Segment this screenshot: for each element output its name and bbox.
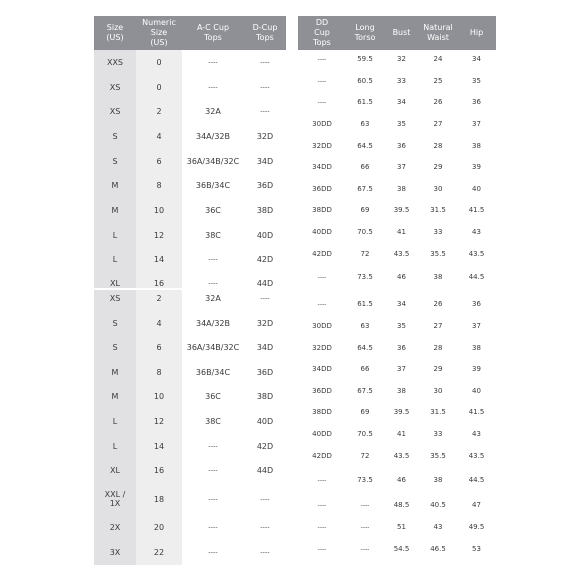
left-table-cell: 20 xyxy=(153,522,165,532)
right-table-cell: 42DD xyxy=(312,451,332,460)
left-table-cell: 34A/32B xyxy=(195,131,230,141)
left-table-cell: XS xyxy=(109,106,121,116)
right-header-cell: Natural Waist xyxy=(418,16,458,50)
right-table-cell: 35 xyxy=(397,321,406,330)
right-table-cell: 38 xyxy=(472,141,481,150)
left-table-cell: XS xyxy=(109,293,121,303)
right-table-cell: 30DD xyxy=(312,119,332,128)
left-table-cell: S xyxy=(112,342,118,352)
right-table-cell: 46.5 xyxy=(430,544,446,553)
right-table-cell: 36 xyxy=(472,97,481,106)
right-table-cell: ---- xyxy=(317,273,327,281)
right-table-cell: 28 xyxy=(433,343,443,352)
left-table-cell: 38D xyxy=(256,391,274,401)
right-table-cell: 33 xyxy=(397,76,406,85)
left-table-cell: 42D xyxy=(256,441,274,451)
right-table-cell: 43 xyxy=(472,227,481,236)
right-table-cell: ---- xyxy=(317,523,327,531)
right-table-cell: 31.5 xyxy=(430,407,446,416)
right-table-cell: 46 xyxy=(397,475,406,484)
right-table-cell: 39.5 xyxy=(393,407,410,416)
right-table-cell: 44.5 xyxy=(468,475,485,484)
right-table-cell: 41.5 xyxy=(468,407,485,416)
right-table-cell: 37 xyxy=(472,119,481,128)
left-table-cell: 0 xyxy=(156,82,162,92)
left-header-cell: Numeric Size (US) xyxy=(136,16,182,50)
left-table-cell: ---- xyxy=(208,522,218,531)
right-table-cell: 30 xyxy=(433,386,443,395)
right-table-cell: 69 xyxy=(360,407,370,416)
right-table-cell: 31.5 xyxy=(430,205,446,214)
left-table-cell: ---- xyxy=(208,465,218,474)
right-table-cell: 40 xyxy=(472,184,481,193)
left-table-cell: S xyxy=(112,131,118,141)
left-table-cell: 38C xyxy=(205,230,221,240)
right-table-cell: 39 xyxy=(472,162,481,171)
left-header-cell: Size (US) xyxy=(94,16,136,50)
left-table-cell: 10 xyxy=(153,205,165,215)
left-table-cell: 4 xyxy=(156,318,162,328)
left-table-cell: ---- xyxy=(260,293,270,302)
left-table-cell: 12 xyxy=(153,230,165,240)
right-table-cell: 46 xyxy=(397,272,406,281)
right-table-cell: 69 xyxy=(360,205,370,214)
left-table-cell: M xyxy=(111,180,119,190)
right-table-cell: 43.5 xyxy=(393,249,410,258)
right-header-cell: Hip xyxy=(457,16,496,50)
right-table-cell: 32DD xyxy=(312,343,332,352)
right-table-cell: 35 xyxy=(472,76,481,85)
right-table-cell: 36 xyxy=(397,343,406,352)
left-table-cell: ---- xyxy=(260,522,270,531)
right-table-cell: 26 xyxy=(433,299,443,308)
left-table-cell: 3X xyxy=(109,547,121,557)
right-table-cell: 36DD xyxy=(312,184,332,193)
left-table-cell: 34D xyxy=(256,156,274,166)
left-table-cell: 14 xyxy=(153,441,165,451)
right-table-cell: 30DD xyxy=(312,321,332,330)
right-table-cell: 25 xyxy=(433,76,443,85)
right-table-cell: 67.5 xyxy=(357,386,373,395)
left-table-cell: XL xyxy=(110,278,120,288)
right-table-cell: 40DD xyxy=(312,429,332,438)
left-table-cell: 6 xyxy=(156,342,162,352)
right-table-cell: 61.5 xyxy=(357,299,373,308)
left-table-cell: ---- xyxy=(260,106,270,115)
left-table-cell: 44D xyxy=(256,465,274,475)
left-table-cell: ---- xyxy=(208,547,218,556)
right-table-cell: 47 xyxy=(472,500,481,509)
left-table-cell: XXL / 1X xyxy=(104,490,126,508)
right-table-cell: 37 xyxy=(397,364,406,373)
right-table-cell: 39.5 xyxy=(393,205,410,214)
right-table-cell: 41 xyxy=(397,227,406,236)
left-table-cell: 16 xyxy=(153,278,165,288)
right-table-cell: 28 xyxy=(433,141,443,150)
right-table-cell: 66 xyxy=(360,162,370,171)
left-table-cell: XL xyxy=(110,465,120,475)
left-table-cell: ---- xyxy=(260,547,270,556)
left-table-cell: 34A/32B xyxy=(195,318,230,328)
right-table-cell: 34 xyxy=(397,97,406,106)
left-table-cell: 0 xyxy=(156,57,162,67)
right-table-cell: ---- xyxy=(360,545,370,553)
right-table-cell: 61.5 xyxy=(357,97,373,106)
right-table-cell: 64.5 xyxy=(357,343,373,352)
right-table-cell: 40 xyxy=(472,386,481,395)
right-table-cell: 32DD xyxy=(312,141,332,150)
left-table-cell: S xyxy=(112,156,118,166)
right-table-cell: 43 xyxy=(472,429,481,438)
left-table-cell: 34D xyxy=(256,342,274,352)
right-table-cell: 51 xyxy=(397,522,406,531)
right-table-cell: 70.5 xyxy=(357,227,373,236)
right-table-cell: 43.5 xyxy=(468,249,485,258)
right-table-cell: 27 xyxy=(433,321,443,330)
left-table-cell: 36C xyxy=(205,391,221,401)
right-table-cell: 35 xyxy=(397,119,406,128)
left-table-cell: L xyxy=(112,230,118,240)
left-table-cell: 8 xyxy=(156,180,162,190)
left-table-cell: 32A xyxy=(205,293,221,303)
left-table-cell: M xyxy=(111,391,119,401)
right-table-cell: 54.5 xyxy=(393,544,410,553)
left-header-cell: D-Cup Tops xyxy=(244,16,286,50)
right-table-cell: 37 xyxy=(397,162,406,171)
right-table-cell: 53 xyxy=(472,544,481,553)
right-table-cell: 60.5 xyxy=(357,76,373,85)
left-table-cell: ---- xyxy=(208,278,218,287)
right-table-cell: 33 xyxy=(433,429,443,438)
right-table-cell: 59.5 xyxy=(357,54,373,63)
left-table-cell: 32D xyxy=(256,318,274,328)
right-table-cell: ---- xyxy=(317,476,327,484)
left-table-cell: 16 xyxy=(153,465,165,475)
right-table-cell: 63 xyxy=(360,119,370,128)
left-table-cell: 14 xyxy=(153,254,165,264)
right-table-cell: 40.5 xyxy=(430,500,446,509)
right-table-cell: 43 xyxy=(433,522,443,531)
left-table-cell: ---- xyxy=(208,254,218,263)
left-table-cell: 40D xyxy=(256,230,274,240)
left-table-cell: L xyxy=(112,254,118,264)
right-header-cell: Bust xyxy=(385,16,418,50)
right-table-cell: 38 xyxy=(433,475,443,484)
left-table-cell: ---- xyxy=(260,82,270,91)
right-table-cell: 64.5 xyxy=(357,141,373,150)
right-header-cell: Long Torso xyxy=(345,16,385,50)
right-table-cell: 38 xyxy=(397,184,406,193)
left-table-cell: 36A/34B/32C xyxy=(186,156,240,166)
right-table-cell: 38 xyxy=(433,272,443,281)
left-table-cell: 2X xyxy=(109,522,121,532)
left-table-cell: 10 xyxy=(153,391,165,401)
right-table-cell: 34DD xyxy=(312,162,332,171)
right-table-cell: 35.5 xyxy=(430,451,446,460)
left-table-cell: 12 xyxy=(153,416,165,426)
right-table-cell: 34 xyxy=(472,54,481,63)
right-table-cell: 41.5 xyxy=(468,205,485,214)
left-table-cell: ---- xyxy=(260,57,270,66)
right-table-cell: 38 xyxy=(472,343,481,352)
right-table-cell: 67.5 xyxy=(357,184,373,193)
left-table-cell: L xyxy=(112,416,118,426)
left-table-cell: XXS xyxy=(106,57,124,67)
right-table-cell: 34DD xyxy=(312,364,332,373)
right-table-cell: 72 xyxy=(360,249,370,258)
left-table-cell: 36C xyxy=(205,205,221,215)
right-table-cell: 38 xyxy=(397,386,406,395)
right-table-cell: ---- xyxy=(360,523,370,531)
right-table-cell: ---- xyxy=(360,501,370,509)
right-header-cell: DD Cup Tops xyxy=(298,16,346,50)
left-table-cell: ---- xyxy=(208,82,218,91)
right-table-cell: 39 xyxy=(472,364,481,373)
left-table-cell: 2 xyxy=(156,293,162,303)
right-table-cell: 37 xyxy=(472,321,481,330)
left-table-cell: XS xyxy=(109,82,121,92)
left-table-cell: S xyxy=(112,318,118,328)
right-table-cell: 29 xyxy=(433,364,443,373)
left-header-cell: A-C Cup Tops xyxy=(182,16,244,50)
left-table-cell: 32D xyxy=(256,131,274,141)
right-table-cell: ---- xyxy=(317,545,327,553)
left-table-cell: ---- xyxy=(208,441,218,450)
right-table-cell: 27 xyxy=(433,119,443,128)
left-table-cell: 36B/34C xyxy=(195,367,231,377)
left-table-cell: 2 xyxy=(156,106,162,116)
left-table-cell: L xyxy=(112,441,118,451)
right-table-cell: ---- xyxy=(317,77,327,85)
left-table-cell: 32A xyxy=(205,106,221,116)
right-table-cell: 66 xyxy=(360,364,370,373)
right-table-cell: ---- xyxy=(317,98,327,106)
left-table-cell: 22 xyxy=(153,547,165,557)
right-table-cell: 41 xyxy=(397,429,406,438)
right-table-cell: 63 xyxy=(360,321,370,330)
right-table-cell: 40DD xyxy=(312,227,332,236)
right-table-cell: ---- xyxy=(317,300,327,308)
left-table-cell: 42D xyxy=(256,254,274,264)
left-table-cell: 4 xyxy=(156,131,162,141)
right-table-cell: 73.5 xyxy=(357,272,373,281)
right-table-cell: 32 xyxy=(397,54,406,63)
left-table-cell: 36D xyxy=(256,180,274,190)
right-table-cell: 29 xyxy=(433,162,443,171)
left-table-cell: ---- xyxy=(208,494,218,503)
right-table-cell: 30 xyxy=(433,184,443,193)
right-table-cell: 35.5 xyxy=(430,249,446,258)
right-table-cell: 36 xyxy=(472,299,481,308)
right-table-cell: 38DD xyxy=(312,407,332,416)
right-table-cell: 43.5 xyxy=(468,451,485,460)
right-table-cell: 36 xyxy=(397,141,406,150)
left-table-cell: 44D xyxy=(256,278,274,288)
right-table-cell: 26 xyxy=(433,97,443,106)
left-table-cell: ---- xyxy=(260,494,270,503)
right-table-cell: 44.5 xyxy=(468,272,485,281)
right-table-cell: ---- xyxy=(317,501,327,509)
right-table-cell: 73.5 xyxy=(357,475,373,484)
left-table-cell: 36A/34B/32C xyxy=(186,342,240,352)
right-table-cell: 36DD xyxy=(312,386,332,395)
left-table-cell: 36B/34C xyxy=(195,180,231,190)
right-table-cell: 48.5 xyxy=(393,500,410,509)
left-table-cell: 38D xyxy=(256,205,274,215)
right-table-cell: 42DD xyxy=(312,249,332,258)
right-table-cell: 34 xyxy=(397,299,406,308)
right-table-cell: 72 xyxy=(360,451,370,460)
left-table-cell: 6 xyxy=(156,156,162,166)
right-table-cell: 33 xyxy=(433,227,443,236)
left-table-cell: 8 xyxy=(156,367,162,377)
table-split-gap xyxy=(94,288,286,290)
left-table-cell: 40D xyxy=(256,416,274,426)
right-table-cell: ---- xyxy=(317,55,327,63)
right-table-cell: 49.5 xyxy=(468,522,485,531)
left-table-cell: 38C xyxy=(205,416,221,426)
right-table-cell: 43.5 xyxy=(393,451,410,460)
right-table-cell: 24 xyxy=(433,54,443,63)
left-table-cell: 36D xyxy=(256,367,274,377)
left-table-cell: 18 xyxy=(153,494,165,504)
left-table-cell: M xyxy=(111,367,119,377)
left-table-cell: M xyxy=(111,205,119,215)
right-table-cell: 70.5 xyxy=(357,429,373,438)
right-table-cell: 38DD xyxy=(312,205,332,214)
left-table-cell: ---- xyxy=(208,57,218,66)
